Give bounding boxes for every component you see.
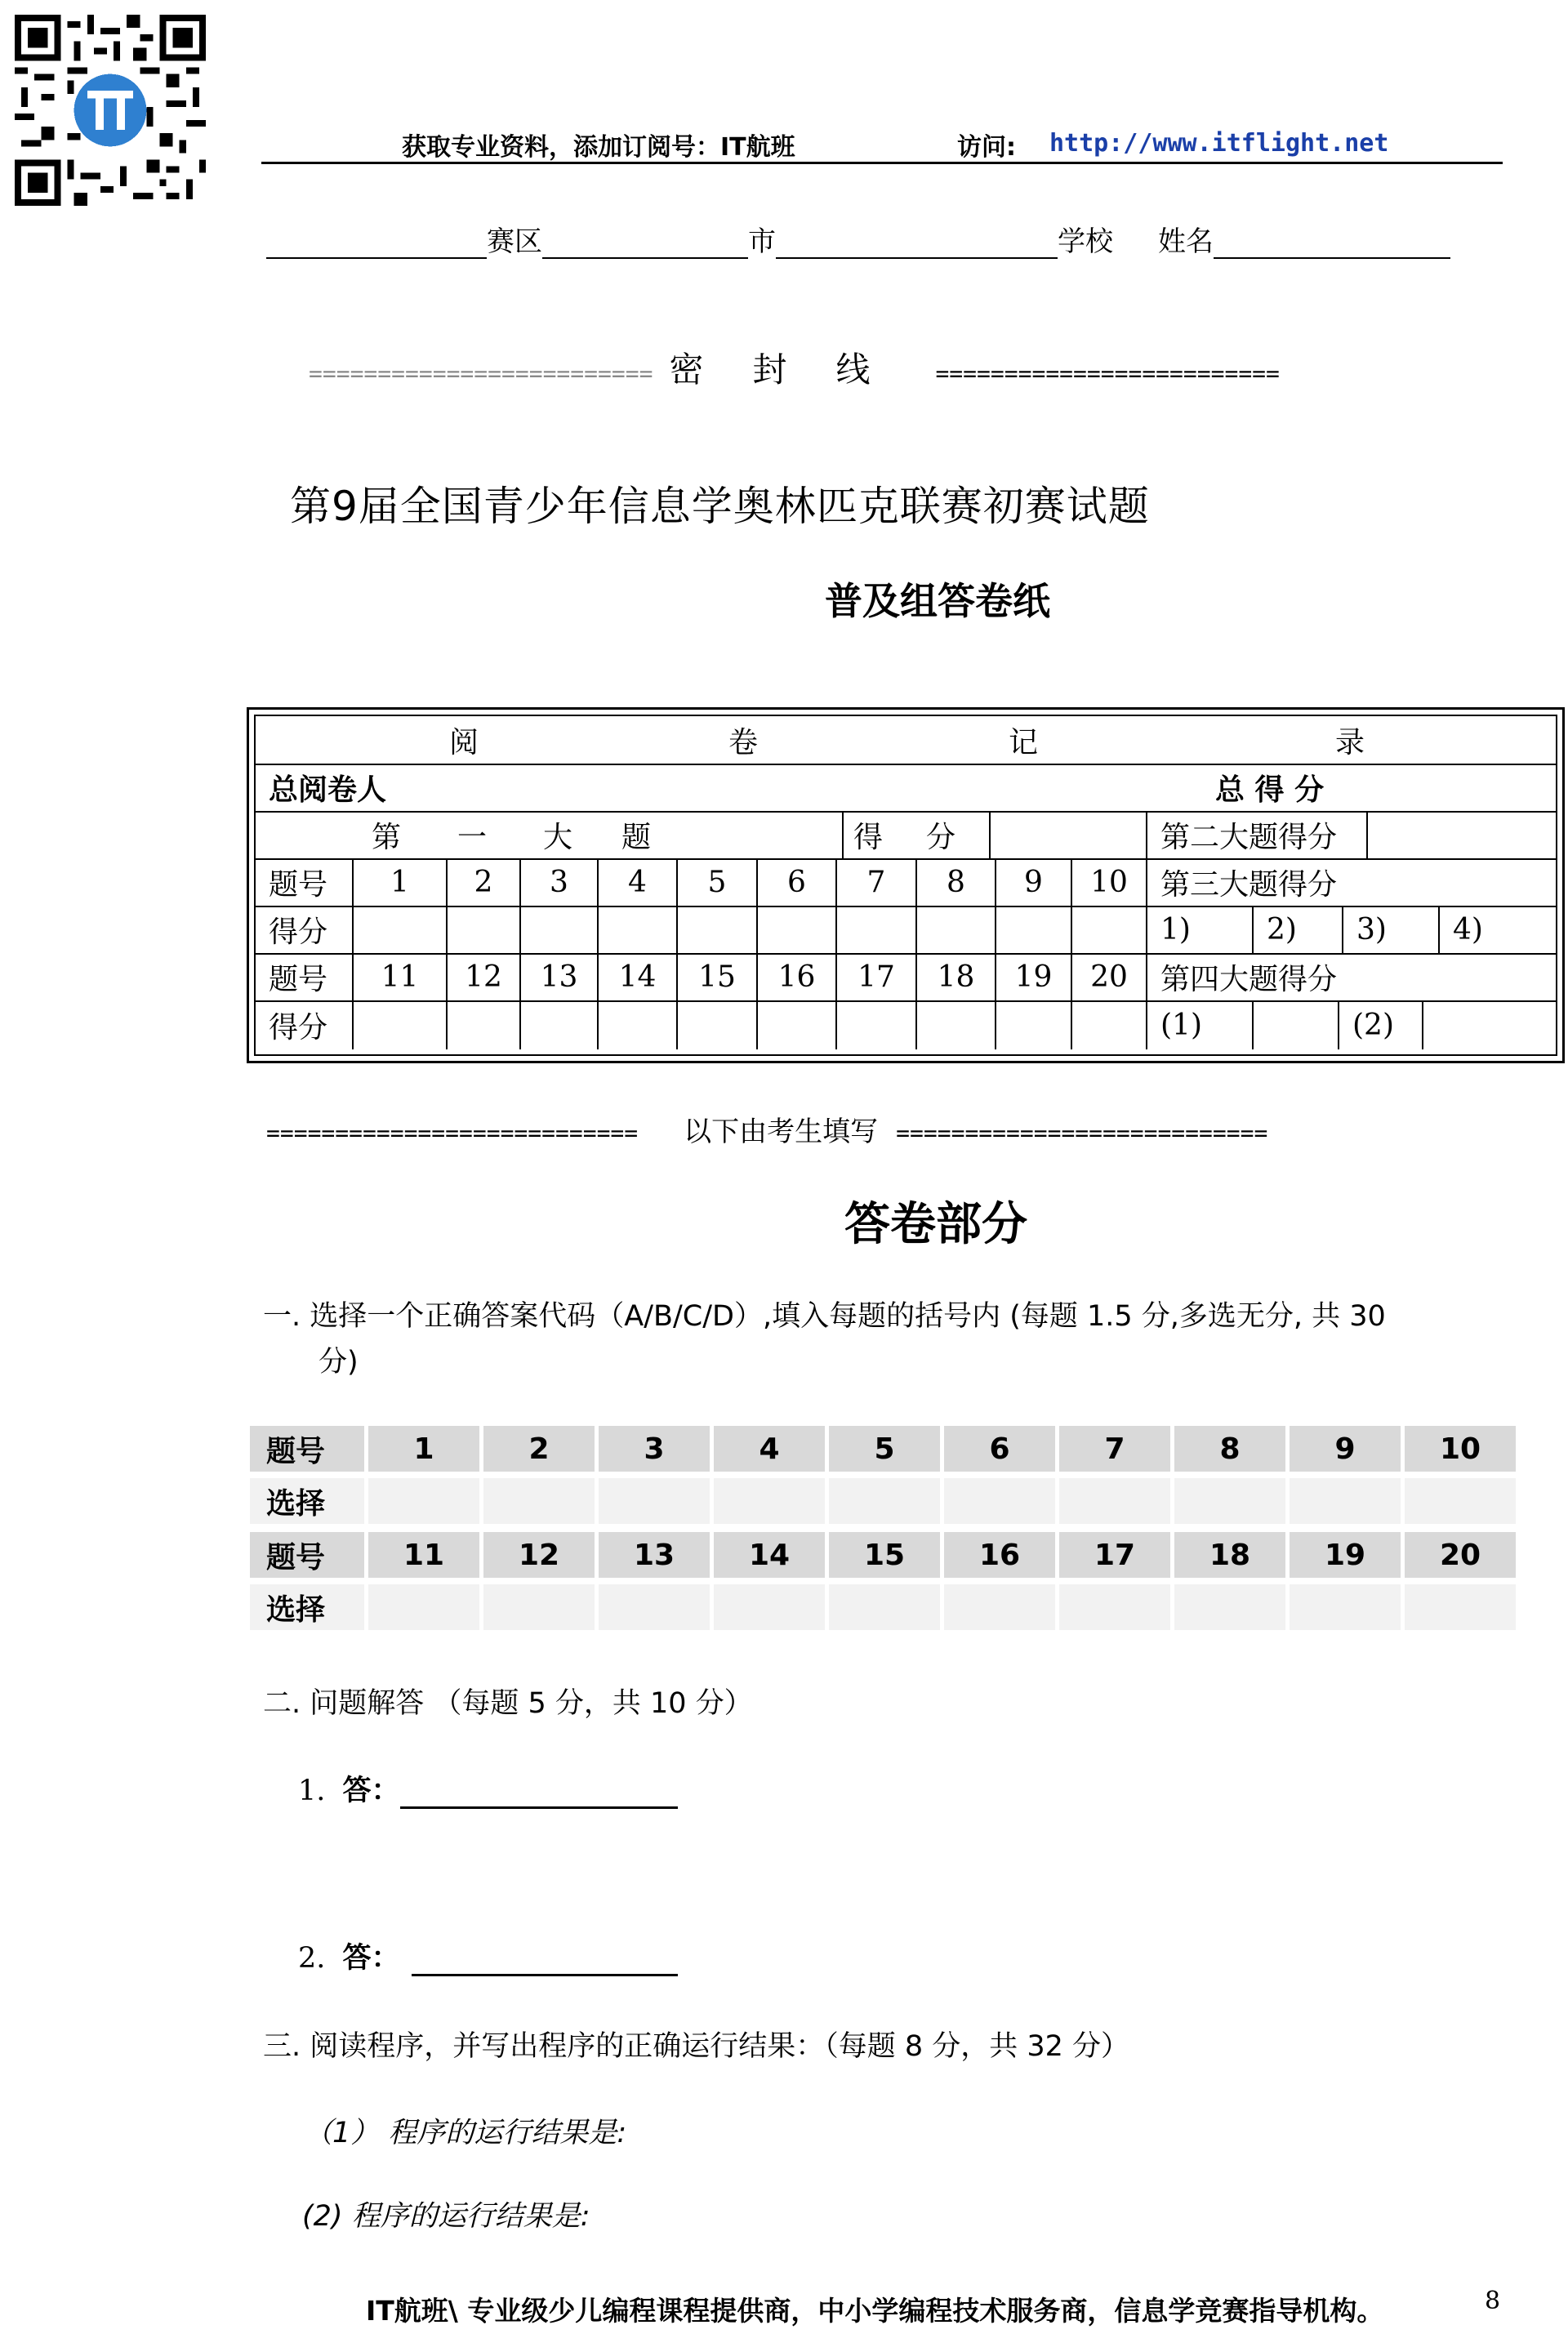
grid-question-number: 20 xyxy=(1405,1532,1516,1578)
question-number-cell: 17 xyxy=(837,953,917,1000)
grid-answer-cell[interactable] xyxy=(1174,1584,1285,1630)
part3-item[interactable]: 1) xyxy=(1147,906,1254,953)
record-title-char: 记 xyxy=(1008,725,1038,759)
grid-answer-cell[interactable] xyxy=(599,1478,710,1524)
grid-question-number: 3 xyxy=(599,1426,710,1472)
header-divider xyxy=(261,162,1503,164)
grid-question-number: 13 xyxy=(599,1532,710,1578)
grid-question-number: 9 xyxy=(1290,1426,1401,1472)
grid-answer-cell[interactable] xyxy=(368,1584,479,1630)
row-label-num: 题号 xyxy=(256,953,354,1000)
grid-answer-cell[interactable] xyxy=(1174,1478,1285,1524)
part3-item[interactable]: 3) xyxy=(1343,906,1440,953)
candidate-dashes-right: =========================== xyxy=(896,1120,1268,1147)
part3-item1: （1） 程序的运行结果是: xyxy=(304,2117,627,2149)
question-number-cell: 13 xyxy=(521,953,599,1000)
grid-question-number: 5 xyxy=(829,1426,940,1472)
q2-answer-line[interactable] xyxy=(412,1941,678,1976)
part1-char: 题 xyxy=(582,811,844,858)
question-score-cell[interactable] xyxy=(917,906,996,953)
school-label: 学校 xyxy=(1058,225,1113,258)
question-number-cell: 6 xyxy=(758,858,837,906)
part1-char: 大 xyxy=(542,820,572,854)
part1-char: 一 xyxy=(457,820,487,854)
candidate-text: 以下由考生填写 xyxy=(684,1116,879,1148)
part1-char: 第 xyxy=(371,820,401,854)
grid-answer-cell[interactable] xyxy=(1405,1478,1516,1524)
question-score-cell[interactable] xyxy=(996,1000,1072,1049)
grid-question-number: 17 xyxy=(1059,1532,1170,1578)
question-number-cell: 14 xyxy=(599,953,678,1000)
grid-question-number: 2 xyxy=(483,1426,595,1472)
question-number-cell: 10 xyxy=(1072,858,1147,906)
grid-answer-cell[interactable] xyxy=(1290,1478,1401,1524)
seal-dashes-right: ========================= xyxy=(935,360,1280,387)
grid-answer-cell[interactable] xyxy=(944,1584,1055,1630)
page-number: 8 xyxy=(1485,2287,1501,2315)
part2-score-label: 第二大题得分 xyxy=(1147,811,1368,858)
row-label-num: 题号 xyxy=(256,858,354,906)
header-promo: 获取专业资料，添加订阅号：IT航班 xyxy=(402,133,795,162)
grid-answer-cell[interactable] xyxy=(483,1478,595,1524)
question-score-cell[interactable] xyxy=(354,1000,448,1049)
record-title-char: 卷 xyxy=(728,725,758,759)
answer-grid-number-row xyxy=(250,1532,1514,1578)
question-number-cell: 16 xyxy=(758,953,837,1000)
region-blank[interactable] xyxy=(266,229,487,259)
grid-answer-cell[interactable] xyxy=(368,1478,479,1524)
info-line xyxy=(266,219,1450,259)
qr-code-graphic xyxy=(15,15,206,206)
question-score-cell[interactable] xyxy=(1072,1000,1147,1049)
question-number-cell: 3 xyxy=(521,858,599,906)
question-number-cell: 4 xyxy=(599,858,678,906)
footer-text: IT航班\ 专业级少儿编程课程提供商，中小学编程技术服务商，信息学竞赛指导机构。 xyxy=(366,2295,1384,2327)
grid-answer-cell[interactable] xyxy=(829,1478,940,1524)
grid-question-number: 14 xyxy=(714,1532,825,1578)
grid-question-number: 6 xyxy=(944,1426,1055,1472)
part2-q1 xyxy=(298,1768,678,1809)
part1-score-box[interactable] xyxy=(991,811,1147,858)
question-score-cell[interactable] xyxy=(758,1000,837,1049)
grid-question-number: 11 xyxy=(368,1532,479,1578)
question-score-cell[interactable] xyxy=(448,1000,521,1049)
question-score-cell[interactable] xyxy=(758,906,837,953)
answer-grid-number-row xyxy=(250,1426,1514,1472)
part4-score-label: 第四大题得分 xyxy=(1160,962,1338,996)
question-score-cell[interactable] xyxy=(837,906,917,953)
part3-score-label: 第三大题得分 xyxy=(1160,867,1338,902)
grid-question-number: 19 xyxy=(1290,1532,1401,1578)
grid-question-number: 8 xyxy=(1174,1426,1285,1472)
question-score-cell[interactable] xyxy=(1072,906,1147,953)
part4-box[interactable] xyxy=(1254,1000,1339,1049)
grid-answer-cell[interactable] xyxy=(1059,1584,1170,1630)
grid-answer-cell[interactable] xyxy=(714,1584,825,1630)
page-subtitle: 普及组答卷纸 xyxy=(825,579,1050,623)
q1-number: 1. xyxy=(298,1775,326,1807)
qr-code xyxy=(15,15,206,206)
school-blank[interactable] xyxy=(776,229,1058,259)
question-number-cell: 20 xyxy=(1072,953,1147,1000)
part4-box[interactable] xyxy=(1423,1000,1554,1049)
q2-label: 答： xyxy=(342,1942,400,1975)
question-number-cell: 15 xyxy=(678,953,758,1000)
seal-words: 密封线 xyxy=(669,350,920,390)
grid-answer-cell[interactable] xyxy=(483,1584,595,1630)
city-blank[interactable] xyxy=(542,229,748,259)
answer-section-title: 答卷部分 xyxy=(844,1198,1027,1251)
question-number-cell: 12 xyxy=(448,953,521,1000)
part2-heading: 二. 问题解答 （每题 5 分，共 10 分） xyxy=(263,1687,753,1720)
grid-label-number: 题号 xyxy=(250,1532,364,1578)
grid-label-number: 题号 xyxy=(250,1426,364,1472)
score-char: 分 xyxy=(893,811,991,858)
question-number-cell: 19 xyxy=(996,953,1072,1000)
question-number-cell: 8 xyxy=(917,858,996,906)
marking-record-table xyxy=(247,707,1565,1063)
part2-q2 xyxy=(298,1935,678,1976)
grid-answer-cell[interactable] xyxy=(944,1478,1055,1524)
part4-item[interactable]: (1) xyxy=(1147,1000,1254,1049)
question-score-cell[interactable] xyxy=(448,906,521,953)
grid-answer-cell[interactable] xyxy=(1059,1478,1170,1524)
grid-label-choice: 选择 xyxy=(250,1584,364,1630)
question-score-cell[interactable] xyxy=(678,1000,758,1049)
part4-item[interactable]: (2) xyxy=(1339,1000,1423,1049)
question-score-cell[interactable] xyxy=(599,906,678,953)
grid-answer-cell[interactable] xyxy=(829,1584,940,1630)
record-title-char: 阅 xyxy=(448,725,479,759)
question-score-cell[interactable] xyxy=(837,1000,917,1049)
question-score-cell[interactable] xyxy=(521,906,599,953)
question-number-cell: 7 xyxy=(837,858,917,906)
candidate-line xyxy=(266,1109,1267,1149)
q1-label: 答： xyxy=(342,1775,400,1807)
part1-instruction: 一. 选择一个正确答案代码（A/B/C/D）,填入每题的括号内 (每题 1.5 分,多选无分, 共 30 xyxy=(263,1300,1386,1333)
grid-answer-cell[interactable] xyxy=(1290,1584,1401,1630)
question-number-cell: 1 xyxy=(354,858,448,906)
question-number-cell: 18 xyxy=(917,953,996,1000)
grid-question-number: 15 xyxy=(829,1532,940,1578)
seal-dashes-left: ========================= xyxy=(309,360,653,387)
question-score-cell[interactable] xyxy=(354,906,448,953)
question-number-cell: 11 xyxy=(354,953,448,1000)
q1-answer-line[interactable] xyxy=(400,1774,678,1809)
grid-question-number: 10 xyxy=(1405,1426,1516,1472)
name-label: 姓名 xyxy=(1158,225,1214,258)
question-score-cell[interactable] xyxy=(678,906,758,953)
name-blank[interactable] xyxy=(1214,229,1450,259)
question-number-cell: 2 xyxy=(448,858,521,906)
total-score-label: 总 得 分 xyxy=(1215,773,1325,807)
grid-question-number: 1 xyxy=(368,1426,479,1472)
grid-question-number: 12 xyxy=(483,1532,595,1578)
question-score-cell[interactable] xyxy=(917,1000,996,1049)
part2-score-box[interactable] xyxy=(1368,811,1556,858)
candidate-dashes-left: =========================== xyxy=(266,1120,639,1147)
part3-item[interactable]: 4) xyxy=(1453,912,1483,947)
part3-item2: (2) 程序的运行结果是: xyxy=(302,2200,590,2233)
answer-grid-choice-row xyxy=(250,1478,1514,1524)
seal-line xyxy=(309,343,1280,392)
grid-label-choice: 选择 xyxy=(250,1478,364,1524)
grid-question-number: 16 xyxy=(944,1532,1055,1578)
region-label: 赛区 xyxy=(487,225,542,258)
grid-answer-cell[interactable] xyxy=(714,1478,825,1524)
question-score-cell[interactable] xyxy=(521,1000,599,1049)
part3-item[interactable]: 2) xyxy=(1254,906,1343,953)
grid-answer-cell[interactable] xyxy=(599,1584,710,1630)
score-char: 得 xyxy=(853,820,883,854)
q2-number: 2. xyxy=(298,1942,326,1975)
header-visit-label: 访问: xyxy=(957,133,1016,162)
grid-answer-cell[interactable] xyxy=(1405,1584,1516,1630)
chief-reader-label: 总阅卷人 xyxy=(269,773,387,807)
part1-instruction-cont: 分) xyxy=(318,1346,359,1379)
row-label-score: 得分 xyxy=(256,906,354,953)
grid-question-number: 18 xyxy=(1174,1532,1285,1578)
header-url-link[interactable]: http://www.itflight.net xyxy=(1049,129,1389,158)
row-label-score: 得分 xyxy=(256,1000,354,1049)
question-number-cell: 5 xyxy=(678,858,758,906)
question-score-cell[interactable] xyxy=(996,906,1072,953)
city-label: 市 xyxy=(748,225,776,258)
grid-question-number: 4 xyxy=(714,1426,825,1472)
question-score-cell[interactable] xyxy=(599,1000,678,1049)
page-title: 第9届全国青少年信息学奥林匹克联赛初赛试题 xyxy=(290,483,1150,530)
record-title-char: 录 xyxy=(1334,725,1365,759)
question-number-cell: 9 xyxy=(996,858,1072,906)
grid-question-number: 7 xyxy=(1059,1426,1170,1472)
part3-heading: 三. 阅读程序，并写出程序的正确运行结果：（每题 8 分，共 32 分） xyxy=(263,2030,1130,2063)
answer-grid-choice-row xyxy=(250,1584,1514,1630)
